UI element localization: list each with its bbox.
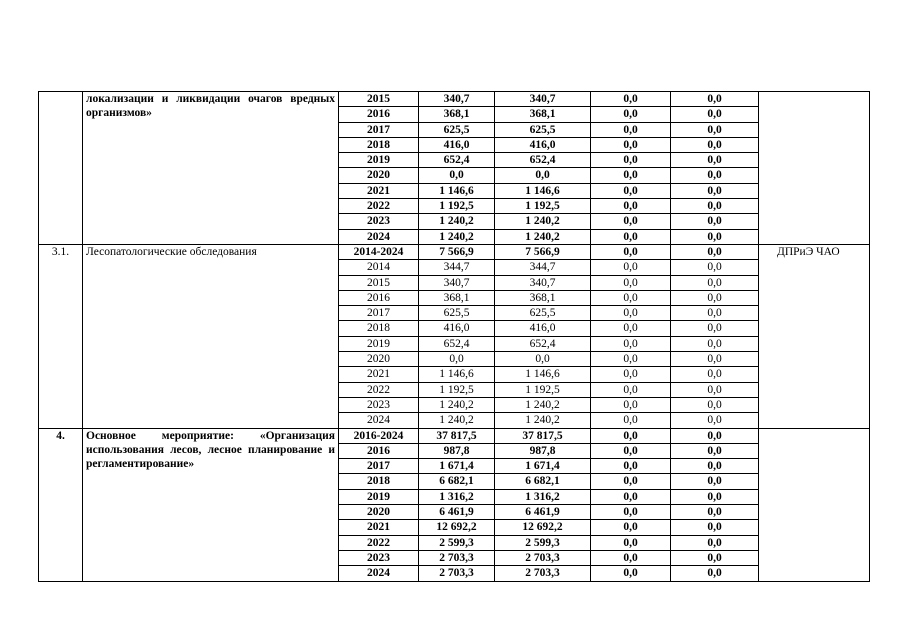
budget-amount-cell: 0,0	[495, 352, 591, 367]
budget-amount-cell: 1 146,6	[495, 367, 591, 382]
budget-amount-cell: 1 240,2	[495, 229, 591, 244]
other-amount-cell: 0,0	[671, 520, 759, 535]
budget-amount-cell: 652,4	[495, 336, 591, 351]
period-cell: 2018	[339, 137, 419, 152]
other-amount-cell: 0,0	[671, 306, 759, 321]
period-cell: 2015	[339, 92, 419, 107]
other-amount-cell: 0,0	[671, 122, 759, 137]
federal-amount-cell: 0,0	[591, 459, 671, 474]
table-body	[39, 92, 870, 582]
budget-amount-cell: 1 192,5	[495, 199, 591, 214]
total-amount-cell: 344,7	[419, 260, 495, 275]
other-amount-cell: 0,0	[671, 199, 759, 214]
federal-amount-cell: 0,0	[591, 489, 671, 504]
other-amount-cell: 0,0	[671, 428, 759, 443]
budget-amount-cell: 2 703,3	[495, 566, 591, 581]
item-number	[39, 92, 83, 245]
total-amount-cell: 625,5	[419, 122, 495, 137]
federal-amount-cell: 0,0	[591, 505, 671, 520]
total-amount-cell: 1 192,5	[419, 382, 495, 397]
program-funding-table	[38, 91, 870, 582]
federal-amount-cell: 0,0	[591, 275, 671, 290]
other-amount-cell: 0,0	[671, 92, 759, 107]
period-cell: 2020	[339, 168, 419, 183]
federal-amount-cell: 0,0	[591, 352, 671, 367]
responsible-executor	[759, 92, 870, 245]
total-amount-cell: 625,5	[419, 306, 495, 321]
other-amount-cell: 0,0	[671, 505, 759, 520]
period-cell: 2022	[339, 535, 419, 550]
period-cell: 2016-2024	[339, 428, 419, 443]
item-name: Основное мероприятие: «Организация использования лесов, лесное планирование и регламентирование»	[83, 428, 339, 581]
federal-amount-cell: 0,0	[591, 413, 671, 428]
federal-amount-cell: 0,0	[591, 428, 671, 443]
total-amount-cell: 1 146,6	[419, 367, 495, 382]
period-cell: 2021	[339, 367, 419, 382]
period-cell: 2018	[339, 321, 419, 336]
budget-amount-cell: 340,7	[495, 92, 591, 107]
responsible-executor: ДПРиЭ ЧАО	[759, 244, 870, 428]
total-amount-cell: 1 240,2	[419, 214, 495, 229]
federal-amount-cell: 0,0	[591, 290, 671, 305]
table-row	[39, 92, 870, 107]
federal-amount-cell: 0,0	[591, 474, 671, 489]
federal-amount-cell: 0,0	[591, 397, 671, 412]
other-amount-cell: 0,0	[671, 290, 759, 305]
budget-amount-cell: 416,0	[495, 321, 591, 336]
other-amount-cell: 0,0	[671, 321, 759, 336]
total-amount-cell: 12 692,2	[419, 520, 495, 535]
other-amount-cell: 0,0	[671, 275, 759, 290]
item-number: 4.	[39, 428, 83, 581]
federal-amount-cell: 0,0	[591, 168, 671, 183]
federal-amount-cell: 0,0	[591, 183, 671, 198]
federal-amount-cell: 0,0	[591, 107, 671, 122]
total-amount-cell: 1 316,2	[419, 489, 495, 504]
period-cell: 2016	[339, 290, 419, 305]
budget-amount-cell: 344,7	[495, 260, 591, 275]
other-amount-cell: 0,0	[671, 413, 759, 428]
total-amount-cell: 1 240,2	[419, 229, 495, 244]
period-cell: 2023	[339, 397, 419, 412]
budget-amount-cell: 368,1	[495, 290, 591, 305]
total-amount-cell: 2 703,3	[419, 566, 495, 581]
total-amount-cell: 340,7	[419, 92, 495, 107]
other-amount-cell: 0,0	[671, 397, 759, 412]
budget-amount-cell: 6 461,9	[495, 505, 591, 520]
total-amount-cell: 6 682,1	[419, 474, 495, 489]
federal-amount-cell: 0,0	[591, 520, 671, 535]
total-amount-cell: 1 192,5	[419, 199, 495, 214]
federal-amount-cell: 0,0	[591, 244, 671, 259]
federal-amount-cell: 0,0	[591, 550, 671, 565]
other-amount-cell: 0,0	[671, 260, 759, 275]
other-amount-cell: 0,0	[671, 137, 759, 152]
federal-amount-cell: 0,0	[591, 260, 671, 275]
federal-amount-cell: 0,0	[591, 306, 671, 321]
period-cell: 2017	[339, 459, 419, 474]
period-cell: 2023	[339, 550, 419, 565]
table-row	[39, 428, 870, 443]
budget-amount-cell: 1 240,2	[495, 413, 591, 428]
federal-amount-cell: 0,0	[591, 92, 671, 107]
other-amount-cell: 0,0	[671, 153, 759, 168]
federal-amount-cell: 0,0	[591, 137, 671, 152]
other-amount-cell: 0,0	[671, 459, 759, 474]
other-amount-cell: 0,0	[671, 535, 759, 550]
period-cell: 2022	[339, 199, 419, 214]
budget-amount-cell: 416,0	[495, 137, 591, 152]
period-cell: 2020	[339, 352, 419, 367]
federal-amount-cell: 0,0	[591, 535, 671, 550]
period-cell: 2015	[339, 275, 419, 290]
other-amount-cell: 0,0	[671, 489, 759, 504]
other-amount-cell: 0,0	[671, 367, 759, 382]
total-amount-cell: 368,1	[419, 107, 495, 122]
budget-amount-cell: 1 240,2	[495, 397, 591, 412]
total-amount-cell: 0,0	[419, 352, 495, 367]
other-amount-cell: 0,0	[671, 352, 759, 367]
federal-amount-cell: 0,0	[591, 336, 671, 351]
item-name: Лесопатологические обследования	[83, 244, 339, 428]
budget-amount-cell: 12 692,2	[495, 520, 591, 535]
total-amount-cell: 7 566,9	[419, 244, 495, 259]
period-cell: 2014-2024	[339, 244, 419, 259]
budget-amount-cell: 625,5	[495, 122, 591, 137]
period-cell: 2016	[339, 443, 419, 458]
period-cell: 2017	[339, 306, 419, 321]
budget-amount-cell: 1 316,2	[495, 489, 591, 504]
total-amount-cell: 2 703,3	[419, 550, 495, 565]
budget-amount-cell: 1 671,4	[495, 459, 591, 474]
period-cell: 2019	[339, 336, 419, 351]
period-cell: 2023	[339, 214, 419, 229]
total-amount-cell: 987,8	[419, 443, 495, 458]
federal-amount-cell: 0,0	[591, 214, 671, 229]
budget-amount-cell: 7 566,9	[495, 244, 591, 259]
budget-amount-cell: 1 146,6	[495, 183, 591, 198]
other-amount-cell: 0,0	[671, 214, 759, 229]
period-cell: 2019	[339, 153, 419, 168]
period-cell: 2024	[339, 566, 419, 581]
period-cell: 2018	[339, 474, 419, 489]
other-amount-cell: 0,0	[671, 566, 759, 581]
federal-amount-cell: 0,0	[591, 367, 671, 382]
total-amount-cell: 2 599,3	[419, 535, 495, 550]
total-amount-cell: 368,1	[419, 290, 495, 305]
period-cell: 2021	[339, 183, 419, 198]
total-amount-cell: 652,4	[419, 153, 495, 168]
budget-amount-cell: 6 682,1	[495, 474, 591, 489]
total-amount-cell: 37 817,5	[419, 428, 495, 443]
federal-amount-cell: 0,0	[591, 321, 671, 336]
other-amount-cell: 0,0	[671, 336, 759, 351]
period-cell: 2024	[339, 413, 419, 428]
federal-amount-cell: 0,0	[591, 443, 671, 458]
total-amount-cell: 1 240,2	[419, 413, 495, 428]
period-cell: 2021	[339, 520, 419, 535]
budget-amount-cell: 1 192,5	[495, 382, 591, 397]
period-cell: 2022	[339, 382, 419, 397]
budget-amount-cell: 2 599,3	[495, 535, 591, 550]
budget-amount-cell: 37 817,5	[495, 428, 591, 443]
period-cell: 2017	[339, 122, 419, 137]
federal-amount-cell: 0,0	[591, 153, 671, 168]
period-cell: 2020	[339, 505, 419, 520]
table-row	[39, 244, 870, 259]
federal-amount-cell: 0,0	[591, 122, 671, 137]
total-amount-cell: 1 671,4	[419, 459, 495, 474]
total-amount-cell: 416,0	[419, 137, 495, 152]
other-amount-cell: 0,0	[671, 168, 759, 183]
period-cell: 2019	[339, 489, 419, 504]
other-amount-cell: 0,0	[671, 474, 759, 489]
other-amount-cell: 0,0	[671, 550, 759, 565]
total-amount-cell: 416,0	[419, 321, 495, 336]
budget-amount-cell: 652,4	[495, 153, 591, 168]
period-cell: 2016	[339, 107, 419, 122]
budget-amount-cell: 0,0	[495, 168, 591, 183]
budget-amount-cell: 2 703,3	[495, 550, 591, 565]
federal-amount-cell: 0,0	[591, 382, 671, 397]
responsible-executor	[759, 428, 870, 581]
total-amount-cell: 6 461,9	[419, 505, 495, 520]
federal-amount-cell: 0,0	[591, 566, 671, 581]
other-amount-cell: 0,0	[671, 382, 759, 397]
period-cell: 2014	[339, 260, 419, 275]
total-amount-cell: 0,0	[419, 168, 495, 183]
budget-amount-cell: 987,8	[495, 443, 591, 458]
total-amount-cell: 1 240,2	[419, 397, 495, 412]
other-amount-cell: 0,0	[671, 244, 759, 259]
budget-amount-cell: 1 240,2	[495, 214, 591, 229]
total-amount-cell: 340,7	[419, 275, 495, 290]
total-amount-cell: 1 146,6	[419, 183, 495, 198]
budget-amount-cell: 368,1	[495, 107, 591, 122]
period-cell: 2024	[339, 229, 419, 244]
other-amount-cell: 0,0	[671, 229, 759, 244]
other-amount-cell: 0,0	[671, 107, 759, 122]
total-amount-cell: 652,4	[419, 336, 495, 351]
budget-amount-cell: 340,7	[495, 275, 591, 290]
other-amount-cell: 0,0	[671, 443, 759, 458]
federal-amount-cell: 0,0	[591, 229, 671, 244]
item-number: 3.1.	[39, 244, 83, 428]
federal-amount-cell: 0,0	[591, 199, 671, 214]
other-amount-cell: 0,0	[671, 183, 759, 198]
item-name: локализации и ликвидации очагов вредных организмов»	[83, 92, 339, 245]
budget-amount-cell: 625,5	[495, 306, 591, 321]
